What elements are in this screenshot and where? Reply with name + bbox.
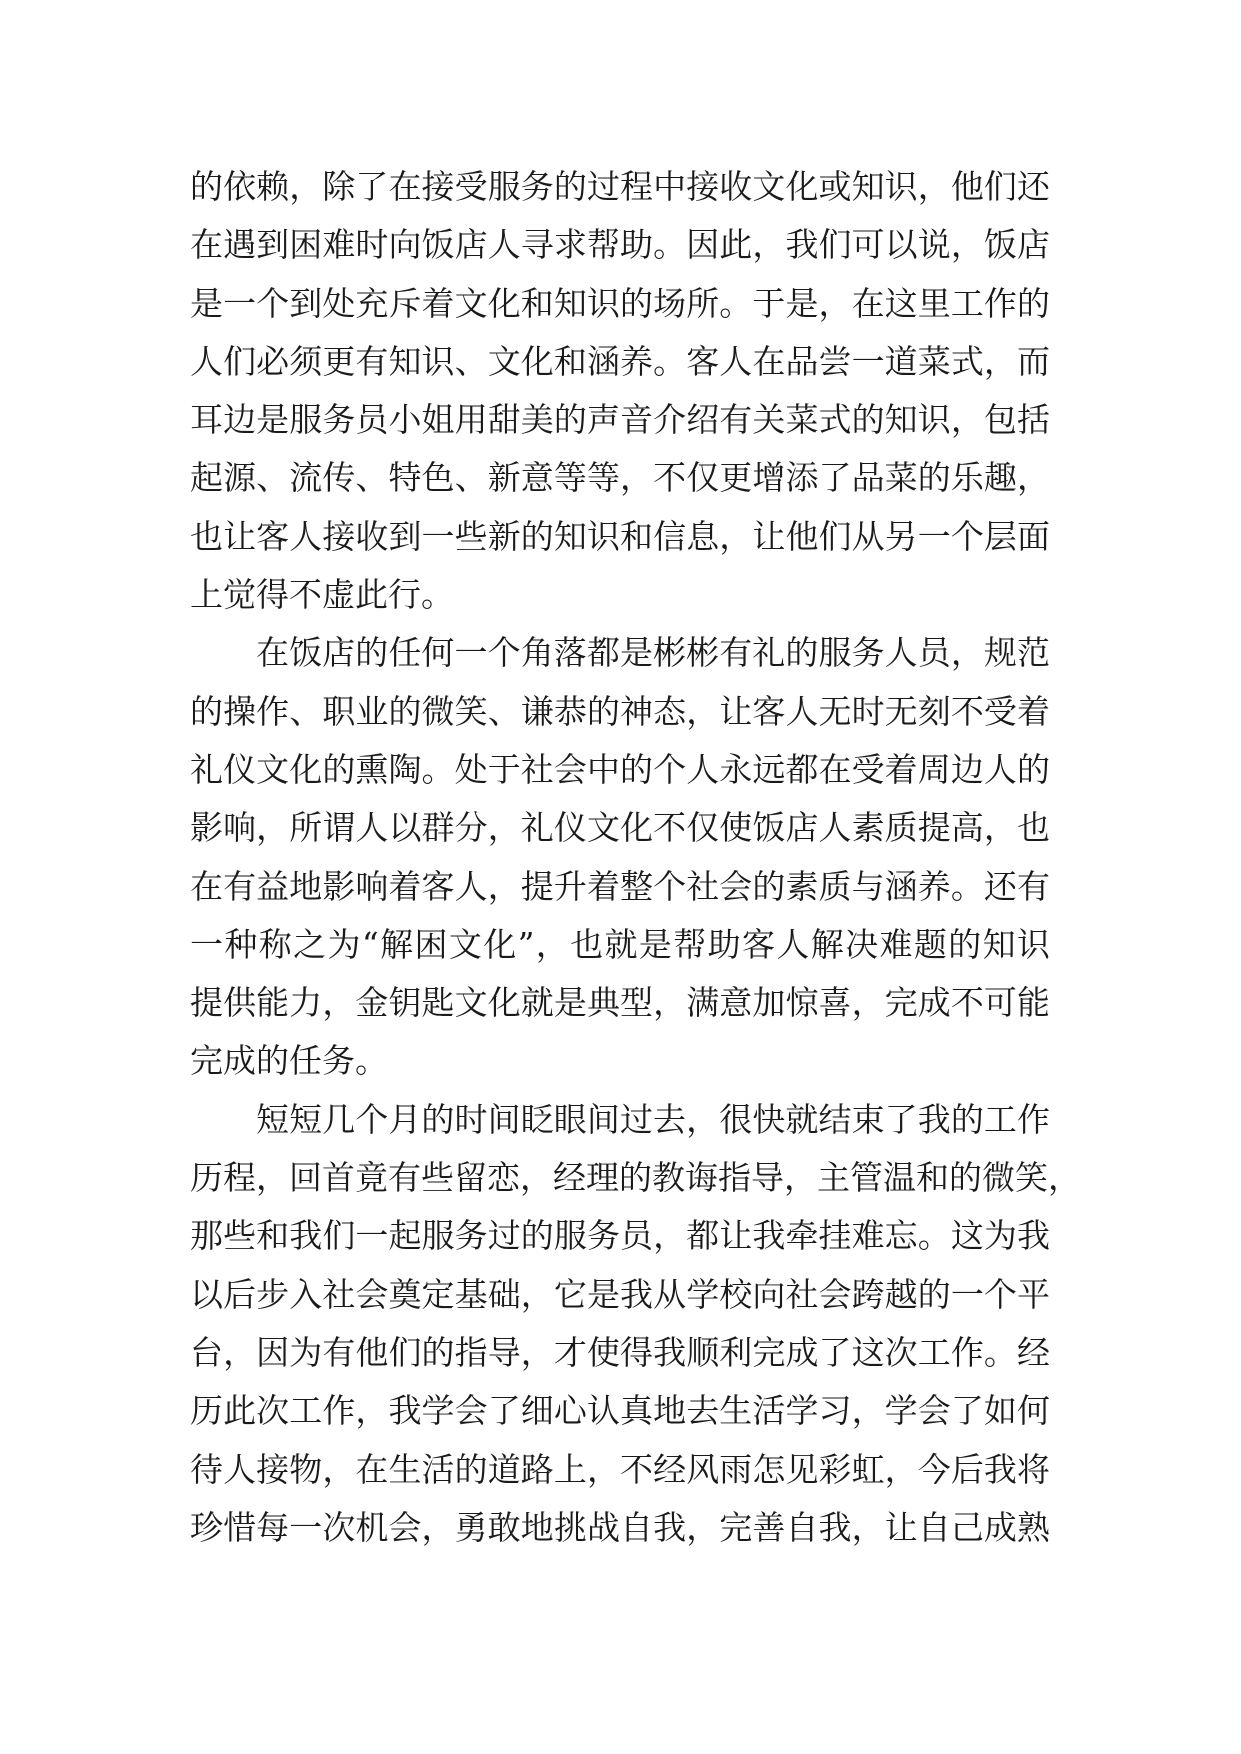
text-line: 上觉得不虚此行。: [190, 575, 454, 615]
text-line: 短短几个月的时间眨眼间过去，很快就结束了我的工作: [256, 1099, 1050, 1139]
text-line: 提供能力，金钥匙文化就是典型，满意加惊喜，完成不可能: [190, 983, 1050, 1023]
text-line: 历程，回首竟有些留恋，经理的教诲指导，主管温和的微笑，: [190, 1158, 1081, 1198]
text-line: 人们必须更有知识、文化和涵养。客人在品尝一道菜式，而: [190, 341, 1050, 381]
text-line: 一种称之为“解困文化”，也就是帮助客人解决难题的知识: [190, 924, 1050, 964]
text-line: 历此次工作，我学会了细心认真地去生活学习，学会了如何: [190, 1391, 1050, 1431]
text-line: 在饭店的任何一个角落都是彬彬有礼的服务人员，规范: [256, 633, 1050, 673]
text-line: 台，因为有他们的指导，才使得我顺利完成了这次工作。经: [190, 1332, 1050, 1372]
text-line: 以后步入社会奠定基础，它是我从学校向社会跨越的一个平: [190, 1274, 1050, 1314]
text-line: 完成的任务。: [190, 1041, 388, 1081]
text-line: 的操作、职业的微笑、谦恭的神态，让客人无时无刻不受着: [190, 691, 1050, 731]
text-line: 礼仪文化的熏陶。处于社会中的个人永远都在受着周边人的: [190, 749, 1050, 789]
text-line: 的依赖，除了在接受服务的过程中接收文化或知识，他们还: [190, 167, 1050, 206]
text-line: 是一个到处充斥着文化和知识的场所。于是，在这里工作的: [190, 283, 1050, 323]
text-line: 在遇到困难时向饭店人寻求帮助。因此，我们可以说，饭店: [190, 225, 1050, 265]
text-line: 影响，所谓人以群分，礼仪文化不仅使饭店人素质提高，也: [190, 808, 1050, 848]
text-line: 在有益地影响着客人，提升着整个社会的素质与涵养。还有: [190, 866, 1050, 906]
text-line: 那些和我们一起服务过的服务员，都让我牵挂难忘。这为我: [190, 1216, 1050, 1256]
text-line: 起源、流传、特色、新意等等，不仅更增添了品菜的乐趣，: [190, 458, 1050, 498]
text-line: 也让客人接收到一些新的知识和信息，让他们从另一个层面: [190, 516, 1050, 556]
text-line: 待人接物，在生活的道路上，不经风雨怎见彩虹，今后我将: [190, 1449, 1050, 1489]
body-text: [190, 158, 1081, 1557]
text-line: 耳边是服务员小姐用甜美的声音介绍有关菜式的知识，包括: [190, 400, 1050, 440]
text-line: 珍惜每一次机会，勇敢地挑战自我，完善自我，让自己成熟: [190, 1507, 1050, 1547]
